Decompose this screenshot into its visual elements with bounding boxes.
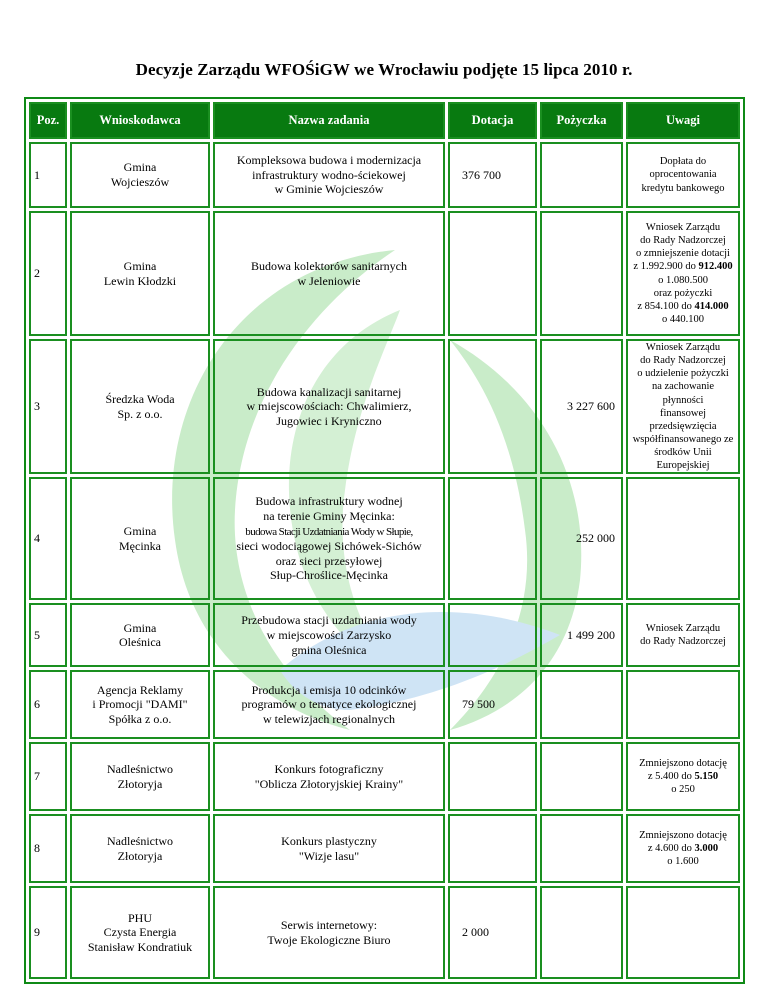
note-line: o zmniejszenie dotacji [636,248,730,260]
cell-poz: 7 [29,742,67,811]
cell-dotacja [448,477,537,600]
cell-pozyczka [540,142,623,208]
cell-nazwa-zadania [213,814,445,883]
cell-line: Konkurs plastyczny [281,834,377,849]
cell-line: Średzka Woda [105,392,175,406]
cell-line: Budowa infrastruktury wodnej [255,494,403,509]
cell-line: Gmina [123,258,157,273]
cell-line: Spółka z o.o. [108,712,172,727]
cell-poz: 1 [29,142,67,208]
cell-line: Nadleśnictwo [107,834,173,849]
cell-nazwa-zadania [213,603,445,667]
note-line: Wniosek Zarządu [645,623,721,635]
cell-line: Gmina [123,160,157,175]
cell-line: oraz sieci przesyłowej [275,553,383,568]
cell-nazwa-zadania [213,477,445,600]
cell-line: "Oblicza Złotoryjskiej Krainy" [254,776,404,791]
cell-poz: 9 [29,886,67,979]
cell-poz: 8 [29,814,67,883]
table-row [29,742,740,811]
cell-line: "Wizje lasu" [298,848,360,863]
cell-pozyczka: 1 499 200 [540,603,623,667]
note-line: o 440.100 [662,313,704,325]
cell-wnioskodawca [70,742,210,811]
note-line: o 1.080.500 [658,274,708,286]
cell-wnioskodawca [70,211,210,336]
table-row [29,814,740,883]
cell-line: infrastruktury wodno-ściekowej [252,167,406,182]
cell-uwagi [626,886,740,979]
cell-poz: 6 [29,670,67,739]
cell-line: Agencja Reklamy [96,682,184,697]
note-line: Wniosek Zarządu [645,342,721,353]
cell-wnioskodawca [70,603,210,667]
cell-uwagi [626,603,740,667]
note-line: Zmniejszono dotację [639,758,727,770]
cell-uwagi [626,814,740,883]
cell-line: w telewizjach regionalnych [263,712,395,727]
cell-dotacja: 79 500 [448,670,537,739]
note-line: oraz pożyczki [653,287,713,299]
cell-wnioskodawca [70,670,210,739]
cell-nazwa-zadania [213,211,445,336]
column-header-uwagi: Uwagi [626,102,740,139]
cell-line: gmina Oleśnica [291,642,367,657]
note-line: z 1.992.900 do 912.400 [633,261,733,273]
note-line: z 4.600 do 3.000 [647,843,719,855]
note-line: współfinansowanego ze [632,433,734,445]
column-header-nazwa-zadania: Nazwa zadania [213,102,445,139]
cell-line: Gmina [123,620,157,635]
cell-uwagi [626,742,740,811]
cell-line: Budowa kanalizacji sanitarnej [256,384,402,399]
cell-pozyczka [540,742,623,811]
table-row [29,477,740,600]
column-header-dotacja: Dotacja [448,102,537,139]
cell-dotacja [448,211,537,336]
cell-nazwa-zadania [213,670,445,739]
note-line: Zmniejszono dotację [639,830,727,842]
cell-line: budowa Stacji Uzdatniania Wody w Słupie, [245,525,413,538]
cell-line: w Gminie Wojcieszów [274,182,384,197]
note-line: Wniosek Zarządu [645,222,721,233]
cell-line: Słup-Chroślice-Męcinka [270,568,388,583]
note-line: finansowej przedsięwzięcia [649,407,717,432]
cell-line: Złotoryja [117,848,163,863]
cell-line: Męcinka [119,538,161,553]
cell-pozyczka [540,814,623,883]
cell-line: Przebudowa stacji uzdatniania wody [241,613,417,628]
cell-line: Oleśnica [119,635,161,650]
cell-poz: 2 [29,211,67,336]
cell-pozyczka: 3 227 600 [540,339,623,474]
cell-wnioskodawca [70,142,210,208]
cell-line: programów o tematyce ekologicznej [241,697,417,712]
cell-wnioskodawca [70,339,210,474]
cell-nazwa-zadania [213,142,445,208]
cell-line: na terenie Gminy Męcinka: [263,509,395,524]
cell-poz: 5 [29,603,67,667]
cell-uwagi [626,670,740,739]
column-header-poz: Poz. [29,102,67,139]
note-line: kredytu bankowego [641,182,725,194]
cell-line: i Promocji "DAMI" [92,697,188,712]
cell-wnioskodawca [70,886,210,979]
cell-line: Kompleksowa budowa i modernizacja [236,153,422,168]
table-row [29,211,740,336]
table-body [29,142,740,979]
cell-pozyczka [540,670,623,739]
cell-uwagi [626,339,740,474]
cell-nazwa-zadania [213,339,445,474]
cell-line: Produkcja i emisja 10 odcinków [251,682,407,697]
cell-line: Stanisław Kondratiuk [87,940,193,955]
cell-line: Twoje Ekologiczne Biuro [267,932,391,947]
cell-line: Lewin Kłodzki [103,273,177,288]
cell-poz: 3 [29,339,67,474]
cell-line: PHU [127,910,152,925]
note-line: do Rady Nadzorczej [640,636,726,648]
cell-line: w miejscowości Zarzysko [266,627,392,642]
cell-dotacja: 376 700 [448,142,537,208]
cell-line: Złotoryja [117,776,163,791]
cell-poz: 4 [29,477,67,600]
note-new-value: 912.400 [698,261,733,273]
column-header-wnioskodawca: Wnioskodawca [70,102,210,139]
cell-wnioskodawca [70,814,210,883]
cell-dotacja: 2 000 [448,886,537,979]
page-title: Decyzje Zarządu WFOŚiGW we Wrocławiu podjęte 15 lipca 2010 r. [135,60,633,79]
cell-line: Nadleśnictwo [107,762,173,777]
note-line: z 854.100 do 414.000 [637,300,729,312]
cell-pozyczka [540,211,623,336]
cell-line: Wojcieszów [110,175,170,189]
note-line: o udzielenie pożyczki [637,368,729,380]
cell-nazwa-zadania [213,742,445,811]
note-new-value: 3.000 [694,843,719,855]
cell-nazwa-zadania [213,886,445,979]
cell-pozyczka: 252 000 [540,477,623,600]
note-line: Dopłata do oprocentowania [649,156,717,181]
table-row [29,886,740,979]
note-line: o 1.600 [667,856,699,868]
table-row [29,339,740,474]
cell-line: Sp. z o.o. [117,406,163,421]
table-row [29,142,740,208]
note-new-value: 5.150 [694,771,719,783]
cell-wnioskodawca [70,477,210,600]
cell-line: Czysta Energia [103,925,177,940]
cell-line: Gmina [123,524,157,539]
note-line: środków Unii Europejskiej [654,447,712,472]
cell-uwagi [626,142,740,208]
note-line: do Rady Nadzorczej [640,235,726,247]
cell-dotacja [448,339,537,474]
cell-dotacja [448,742,537,811]
cell-uwagi [626,211,740,336]
cell-line: Serwis internetowy: [280,918,378,933]
column-header-pozyczka: Pożyczka [540,102,623,139]
note-line: z 5.400 do 5.150 [647,771,719,783]
decisions-table [24,97,745,984]
cell-line: Jugowiec i Kryniczno [276,413,382,428]
table-header-row [29,102,740,139]
cell-dotacja [448,814,537,883]
table-row [29,670,740,739]
table-row [29,603,740,667]
note-new-value: 414.000 [694,300,729,312]
cell-line: w miejscowościach: Chwalimierz, [246,399,412,414]
cell-pozyczka [540,886,623,979]
cell-uwagi [626,477,740,600]
cell-dotacja [448,603,537,667]
cell-line: w Jeleniowie [297,273,361,288]
note-line: na zachowanie płynności [651,381,715,406]
note-line: do Rady Nadzorczej [640,355,726,367]
cell-line: sieci wodociągowej Sichówek-Sichów [236,539,422,554]
note-line: o 250 [671,784,695,796]
cell-line: Konkurs fotograficzny [274,762,384,777]
cell-line: Budowa kolektorów sanitarnych [251,258,407,273]
